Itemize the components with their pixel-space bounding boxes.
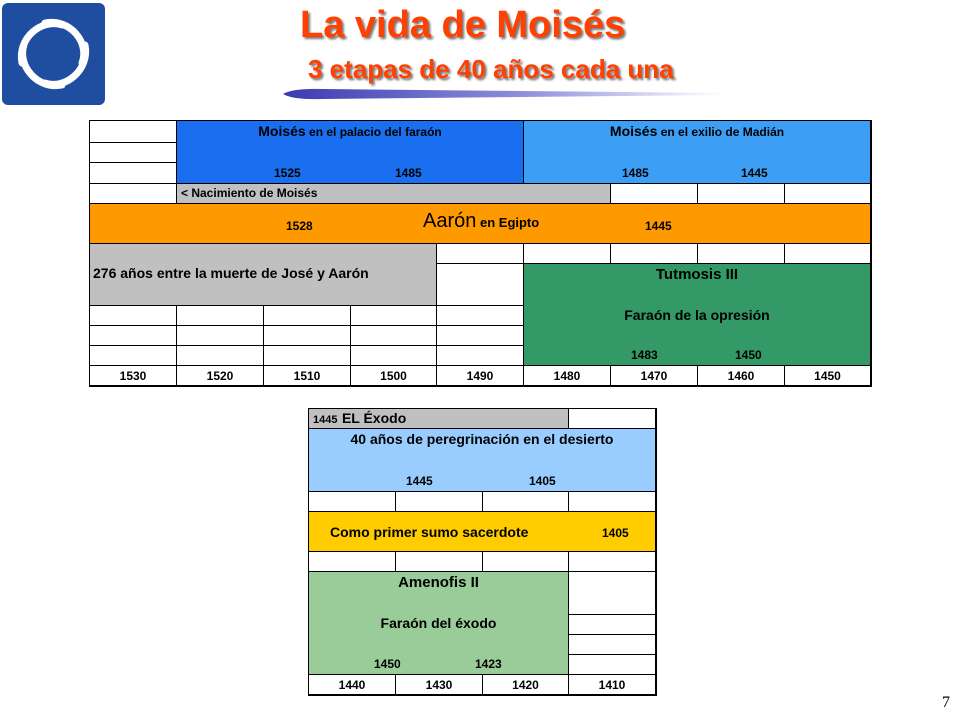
empty-cell [396,552,483,572]
empty-cell [177,326,264,346]
tutmosis-start-year: 1483 [631,348,658,362]
empty-cell [90,121,177,143]
tutmosis-role: Faraón de la opresión [624,307,770,323]
gap-years-block [90,244,437,306]
year-axis-cell: 1530 [90,366,177,386]
empty-cell [569,409,656,429]
empty-cell [396,492,483,512]
empty-cell [264,346,351,366]
title-underline-swoosh [283,86,723,102]
exodus-bar [309,409,569,429]
aaron-label: en Egipto [476,215,540,230]
year-axis-cell: 1460 [698,366,785,386]
amenofis-name: Amenofis II [398,574,479,591]
empty-cell [698,244,785,264]
empty-cell [437,244,524,264]
page-title: La vida de Moisés [300,4,626,46]
exodus-label: EL Éxodo [341,410,407,426]
empty-cell [90,143,177,163]
empty-cell [569,492,656,512]
year-axis-cell: 1420 [483,675,569,695]
desert-start-year: 1445 [406,474,433,488]
aaron-end-year: 1445 [645,219,672,233]
exile-end-year: 1445 [741,166,768,180]
timeline-table-2 [308,408,657,696]
aaron-start-year: 1528 [286,219,313,233]
empty-cell [569,655,656,675]
exile-name: Moisés [609,123,658,139]
empty-cell [611,244,698,264]
exodus-year: 1445 [313,414,338,426]
logo [2,3,105,105]
year-axis-cell: 1450 [785,366,871,386]
empty-cell [351,306,437,326]
aaron-bar [90,204,871,244]
amenofis-start-year: 1450 [374,657,401,671]
empty-cell [264,306,351,326]
empty-cell [90,326,177,346]
empty-cell [785,244,871,264]
exile-block [524,121,871,184]
empty-cell [309,552,396,572]
aaron-name: Aarón [423,210,477,232]
empty-cell [351,326,437,346]
palace-name: Moisés [258,123,306,139]
year-axis-cell: 1410 [569,675,656,695]
exile-start-year: 1485 [622,166,649,180]
empty-cell [437,326,524,346]
tutmosis-block [524,264,871,366]
empty-cell [785,184,871,204]
palace-label: en el palacio del faraón [305,125,442,139]
timeline-table-1 [89,120,872,387]
empty-cell [437,264,524,306]
empty-cell [569,635,656,655]
year-axis-cell: 1490 [437,366,524,386]
empty-cell [569,572,656,615]
high-priest-label: Como primer sumo sacerdote [330,524,529,540]
high-priest-bar [309,512,656,552]
high-priest-end-year: 1405 [602,526,629,540]
year-axis-cell: 1500 [351,366,437,386]
empty-cell [698,184,785,204]
year-axis-cell: 1470 [611,366,698,386]
palace-block [177,121,524,184]
gap-years-label: 276 años entre la muerte de José y Aarón [93,265,369,281]
empty-cell [90,306,177,326]
desert-end-year: 1405 [529,474,556,488]
empty-cell [264,326,351,346]
empty-cell [483,552,569,572]
empty-cell [90,346,177,366]
birth-of-moses-bar [177,184,611,204]
logo-hands-icon [2,3,105,105]
amenofis-block [309,572,569,675]
year-axis-cell: 1430 [396,675,483,695]
palace-start-year: 1525 [274,166,301,180]
empty-cell [569,615,656,635]
page-subtitle: 3 etapas de 40 años cada una [308,54,674,84]
empty-cell [177,346,264,366]
empty-cell [351,346,437,366]
empty-cell [437,346,524,366]
amenofis-role: Faraón del éxodo [380,615,497,631]
year-axis-cell: 1480 [524,366,611,386]
empty-cell [611,184,698,204]
empty-cell [90,163,177,184]
year-axis-cell: 1440 [309,675,396,695]
amenofis-end-year: 1423 [475,657,502,671]
tutmosis-end-year: 1450 [735,348,762,362]
empty-cell [483,492,569,512]
exile-label: en el exilio de Madián [657,125,785,139]
desert-block [309,429,656,492]
empty-cell [177,306,264,326]
empty-cell [524,244,611,264]
desert-label: 40 años de peregrinación en el desierto [350,431,614,447]
empty-cell [437,306,524,326]
year-axis-cell: 1510 [264,366,351,386]
tutmosis-name: Tutmosis III [655,266,739,283]
empty-cell [309,492,396,512]
birth-of-moses-label: < Nacimiento de Moisés [181,186,318,200]
page-number: 7 [942,694,950,711]
empty-cell [90,184,177,204]
empty-cell [569,552,656,572]
year-axis-cell: 1520 [177,366,264,386]
palace-end-year: 1485 [395,166,422,180]
